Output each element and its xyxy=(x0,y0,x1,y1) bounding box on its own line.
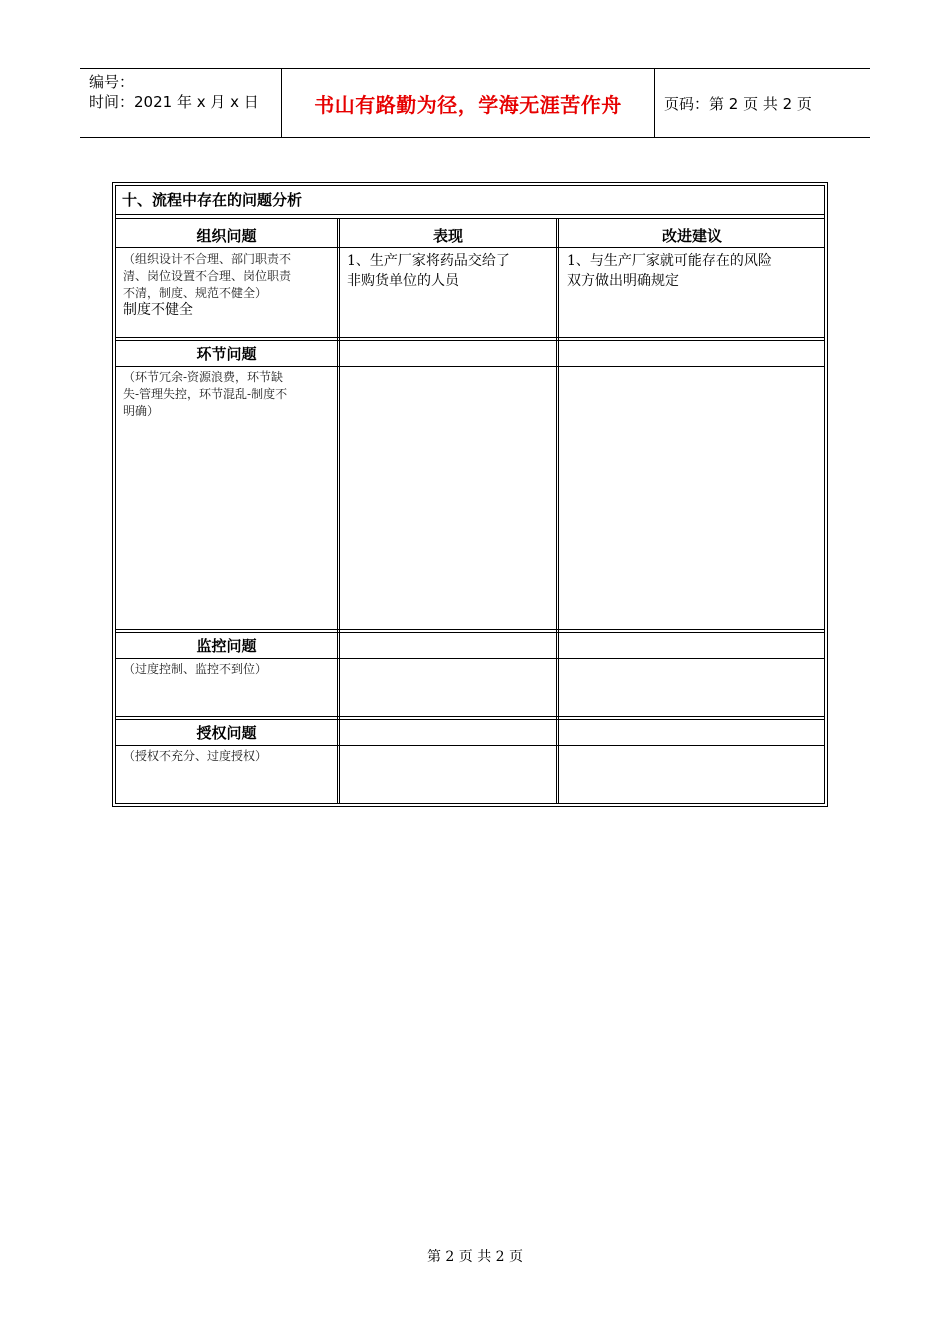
org-note-line: 不清，制度、规范不健全） xyxy=(123,286,268,300)
link-problem-title: 环节问题 xyxy=(196,345,257,363)
row-divider xyxy=(115,337,825,338)
auth-problem-title: 授权问题 xyxy=(196,724,257,742)
section-title: 十、流程中存在的问题分析 xyxy=(122,191,303,209)
org-note-line: 清、岗位设置不合理、岗位职责 xyxy=(123,269,292,283)
header-meta-cell xyxy=(80,69,281,137)
row-divider xyxy=(115,247,825,248)
row-divider xyxy=(115,366,825,367)
org-suggestion-line: 1、与生产厂家就可能存在的风险 xyxy=(567,253,772,269)
row-divider xyxy=(115,658,825,659)
link-note-line: 失-管理失控，环节混乱-制度不 xyxy=(123,387,288,401)
org-note-line: （组织设计不合理、部门职责不 xyxy=(123,252,292,266)
header-motto-cell xyxy=(281,69,655,137)
row-divider xyxy=(115,745,825,746)
col-divider xyxy=(337,218,338,804)
link-note-line: 明确） xyxy=(123,404,160,418)
row-divider xyxy=(115,716,825,717)
row-divider xyxy=(115,214,825,215)
row-divider xyxy=(115,218,825,219)
row-divider xyxy=(115,719,825,720)
page-footer: 第 2 页 共 2 页 xyxy=(426,1249,524,1265)
document-header xyxy=(80,68,870,138)
col-divider xyxy=(558,218,559,804)
auth-note: （授权不充分、过度授权） xyxy=(123,749,268,763)
page-info: 页码：第 2 页 共 2 页 xyxy=(664,94,812,113)
org-performance-line: 1、生产厂家将药品交给了 xyxy=(347,253,510,269)
time-line: 时间：2021 年 x 月 x 日 xyxy=(89,93,259,111)
header-page-cell xyxy=(654,69,870,137)
col-divider xyxy=(339,218,340,804)
motto-text: 书山有路勤为径，学海无涯苦作舟 xyxy=(314,92,622,117)
col-header-performance: 表现 xyxy=(432,227,463,245)
col-header-org: 组织问题 xyxy=(196,227,257,245)
link-note-line: （环节冗余-资源浪费，环节缺 xyxy=(123,370,284,384)
monitor-note: （过度控制、监控不到位） xyxy=(123,662,268,676)
org-suggestion-line: 双方做出明确规定 xyxy=(567,273,679,289)
row-divider xyxy=(115,632,825,633)
org-extra: 制度不健全 xyxy=(123,302,193,318)
number-label: 编号： xyxy=(89,73,135,91)
org-performance-line: 非购货单位的人员 xyxy=(347,273,459,289)
monitor-problem-title: 监控问题 xyxy=(196,637,257,655)
row-divider xyxy=(115,629,825,630)
col-header-suggestion: 改进建议 xyxy=(661,227,722,245)
col-divider xyxy=(556,218,557,804)
row-divider xyxy=(115,340,825,341)
